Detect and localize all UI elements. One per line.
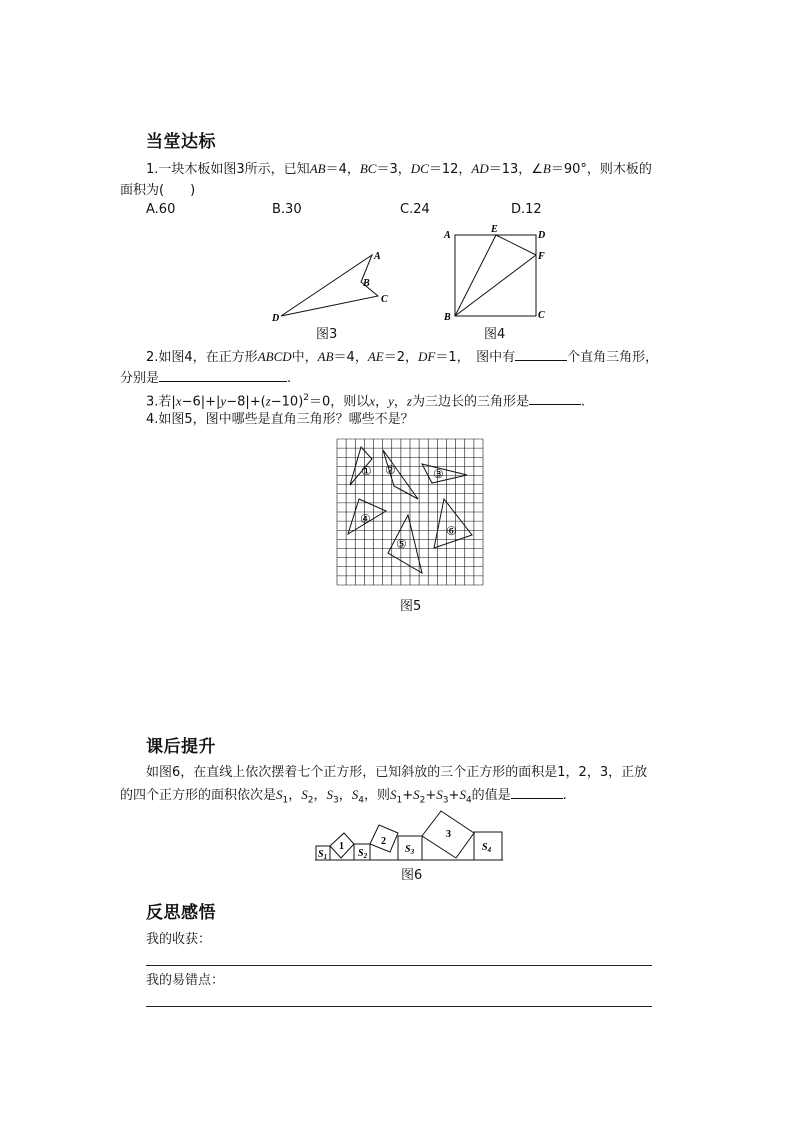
- figure-4-square: [440, 222, 552, 324]
- fig4-label-b: B: [444, 312, 451, 323]
- svg-text:3: 3: [446, 829, 451, 840]
- svg-text:2: 2: [381, 836, 386, 847]
- option-c: C.24: [400, 202, 430, 217]
- option-a: A.60: [146, 202, 176, 217]
- fig5-marker-4: ④: [360, 512, 371, 526]
- mistake-writing-line[interactable]: [146, 1006, 652, 1007]
- fig5-marker-6: ⑥: [446, 524, 457, 538]
- question-1-line-1: 1.一块木板如图3所示，已知AB＝4，BC＝3，DC＝12，AD＝13，∠B＝90°，则木板的: [146, 161, 652, 177]
- fig5-marker-3: ③: [433, 467, 444, 481]
- extension-line-1: 如图6，在直线上依次摆着七个正方形，已知斜放的三个正方形的面积是1，2，3，正放: [146, 765, 648, 780]
- figure-3-quadrilateral: [268, 245, 398, 325]
- figure-5-caption: 图5: [400, 599, 422, 614]
- figure-5-grid: [336, 438, 484, 586]
- section-heading-after-class: 课后提升: [146, 737, 216, 757]
- figure-6-squares: [312, 806, 506, 864]
- mistake-label: 我的易错点：: [146, 973, 225, 988]
- answer-blank-count[interactable]: [515, 348, 567, 361]
- figure-6-caption: 图6: [401, 868, 423, 883]
- fig3-label-b: B: [363, 278, 370, 289]
- fig5-triangle-3: [422, 464, 467, 483]
- option-b: B.30: [272, 202, 302, 217]
- answer-blank-triangles[interactable]: [159, 369, 287, 382]
- fig3-label-c: C: [381, 294, 388, 305]
- fig5-marker-1: ①: [361, 464, 372, 478]
- section-heading-in-class: 当堂达标: [146, 132, 216, 152]
- question-2-line-2: 分别是 .: [120, 371, 292, 386]
- figure-4-caption: 图4: [484, 327, 506, 342]
- figure-3-caption: 图3: [316, 327, 338, 342]
- fig3-label-a: A: [374, 251, 381, 262]
- question-4: 4.如图5，图中哪些是直角三角形？哪些不是？: [146, 412, 414, 427]
- gain-writing-line[interactable]: [146, 965, 652, 966]
- question-3: 3.若$|x-6|+|y-8|+(z-10)^2=0$，则以x，y，z为三边长的三角形是 .: [146, 393, 586, 410]
- section-heading-reflection: 反思感悟: [146, 903, 216, 923]
- svg-text:S3: $S_3$: [405, 844, 415, 856]
- fig4-label-a: A: [444, 230, 451, 241]
- extension-line-2: 的四个正方形的面积依次是$S_1$，$S_2$，$S_3$，$S_4$，则$S_1+S_2+S_3+S_4$的值是 .: [120, 787, 567, 806]
- fig5-marker-2: ②: [385, 463, 396, 477]
- fig4-label-d: D: [538, 230, 546, 241]
- answer-blank-sum[interactable]: [511, 786, 563, 799]
- question-2-line-1: 2.如图4，在正方形ABCD中，AB＝4，AE＝2，DF＝1， 图中有 个直角三角形，: [146, 349, 659, 365]
- answer-blank-triangle-type[interactable]: [529, 392, 581, 405]
- fig3-label-d: D: [272, 313, 280, 324]
- svg-text:S4: $S_4$: [482, 842, 492, 854]
- option-d: D.12: [511, 202, 542, 217]
- fig4-label-f: F: [538, 251, 545, 262]
- fig5-marker-5: ⑤: [396, 537, 407, 551]
- question-1-line-2: 面积为( ): [120, 183, 196, 198]
- gain-label: 我的收获：: [146, 932, 212, 947]
- fig4-label-e: E: [491, 224, 498, 235]
- fig4-label-c: C: [538, 310, 545, 321]
- svg-text:S2: $S_2$: [358, 848, 368, 860]
- svg-text:1: 1: [339, 841, 344, 852]
- svg-text:S1: $S_1$: [318, 849, 328, 861]
